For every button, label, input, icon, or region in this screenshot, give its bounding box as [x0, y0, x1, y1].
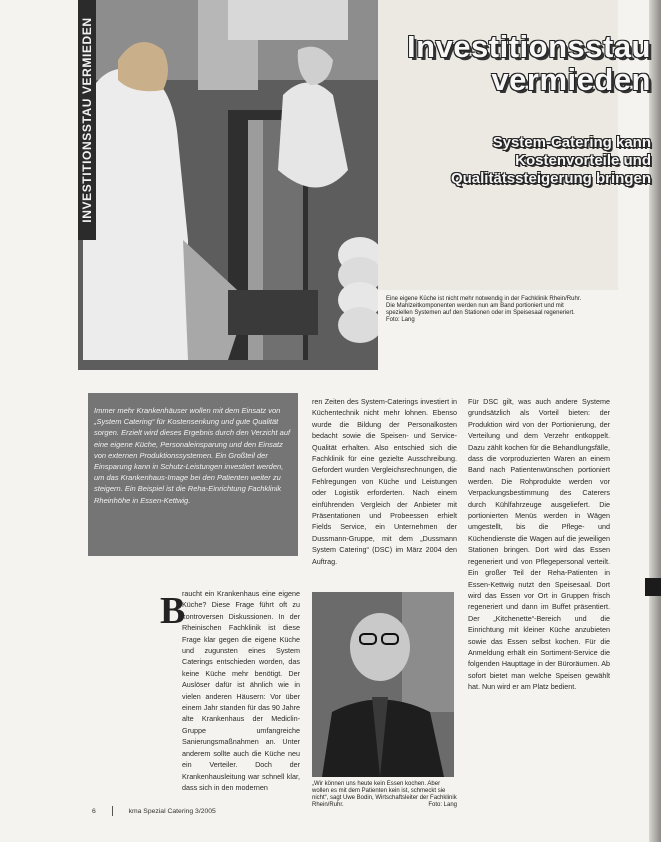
- section-label: INVESTITIONSSTAU VERMIEDEN: [78, 0, 96, 240]
- photo-caption: [386, 296, 586, 324]
- footer-divider: [112, 806, 113, 816]
- publication-name: kma Spezial Catering 3/2005: [128, 807, 216, 815]
- subhead: System-Catering kann Kostenvorteile und Qualitätssteigerung bringen: [450, 134, 651, 187]
- portrait-caption-text: „Wir können uns heute kein Essen kochen. Aber wollen es mit dem Patienten kein ist, schmeckt sie nicht“, sagt Uwe Bodin, Wirtschaftsleiter der Fachklinik Rhein/Ruhr.: [312, 781, 457, 808]
- page-edge: [649, 0, 661, 842]
- page-edge-tab: [645, 578, 661, 596]
- intro-text: Immer mehr Krankenhäuser wollen mit dem Einsatz von „System Catering“ für Kostensenkung und gute Qualität sorgen. Erzielt wird dieses Ergebnis durch den Verzicht auf eine eigene Küche, Personaleinsparung und den Einsatz von externen Produktionssystemen. Ein Großteil der Einsparung kann in Schutz-Leistungen investiert werden, um das Krankenhaus-Image bei den Patienten weiter zu steigern. Ein Beispiel ist die Reha-Einrichtung Fachklinik Rheinhöhe in Essen-Kettwig.: [94, 406, 291, 505]
- intro-box: [88, 393, 298, 556]
- portrait-caption: [312, 781, 457, 809]
- portrait-photo: [312, 592, 454, 777]
- photo-caption-text: Eine eigene Küche ist nicht mehr notwendig in der Fachklinik Rhein/Ruhr. Die Mahlzeitkomponenten werden nun am Band portioniert und mit speziellen Systemen auf den Stationen oder im Speisesaal regeneriert.: [386, 296, 582, 316]
- portrait-credit: Foto: Lang: [428, 802, 457, 808]
- kitchen-photo: [78, 0, 378, 370]
- headline: Investitionsstau vermieden: [407, 29, 651, 97]
- body-column-3: [468, 396, 610, 701]
- body-column-1-text: raucht ein Krankenhaus eine eigene Küche? Diese Frage führt oft zu kontroversen Diskussionen. In der Rheinischen Fachklinik ist diese Frage klar gegen die eigene Küche und zugunsten eines System Caterings entschieden worden, das keine Küche mehr benötigt. Der Auslöser dafür ist ähnlich wie in vielen anderen Häusern: Vor über einem Jahr standen für das 90 Jahre alte Krankenhaus der Mediclin-Gruppe umfangreiche Sanierungsmaßnahmen an. Unter anderem sollte auch die Küche neu ein Verteiler. Doch der Krankenhausleitung war schnell klar, dass sich in den modernen: [182, 589, 300, 792]
- body-column-3-text: Für DSC gilt, was auch andere Systeme grundsätzlich als Vorteil bieten: der Produktion wird von der Portionierung, der Verteilung und dem Verzehr entkoppelt. Dazu zählt kochen für die Behandlungsfälle, dass die vorproduzierten Waren an einem Band nach Patientenwünschen portioniert werden. Die Rohprodukte werden vor Verpackungsbestimmung des Caterers durch Kühlfahrzeuge ausgeliefert. Die portionierten Menüs werden in Wägen umgestellt, bis die Pflege- und Küchendienste die Wagen auf die jeweiligen Stationen bringen. Dort wird das Essen regeneriert und von Pflegepersonal verteilt. Ein großer Teil der Reha-Patienten in Essen-Kettwig nutzt den Speisesaal. Dort wird das Essen vor Ort in Gruppen frisch regeneriert und dann im Buffet präsentiert. Der „Kitchenette“-Bereich und die Einrichtung mit kleiner Küche anzubieten sowie das Essen selbst kochen. Für die Anmeldung erhält ein Sortiment-Service die folgenden Haupttage in der Büroräumen. Ab sofort bietet man welche Speisen gewählt hat. Nun wird er am Platz bedient.: [468, 397, 610, 692]
- page-footer: [92, 806, 216, 816]
- body-column-1: [160, 588, 300, 793]
- page-number: 6: [92, 807, 96, 815]
- dropcap: B: [160, 590, 186, 632]
- body-column-2: ren Zeiten des System-Caterings investiert in Küchentechnik nicht mehr lohnen. Ebenso wurde die Bildung der Personalkosten bedacht sowie die Speisen- und Service-Qualität erhalten. Also entschied sich die Fachklinik für eine gezielte Ausschreibung. Gefordert wurden Vergleichsrechnungen, die Fehlregungen von Küche und Leistungen oder Logistik erforderten. Nach einem einführenden Vergleich der Anbieter mit Präsentationen und Probeessen erhielt Fields Service, ein Unternehmen der Dussmann-Gruppe, mit dem „Dussmann System Catering“ (DSC) im März 2004 den Auftrag.: [312, 397, 457, 566]
- photo-credit: Foto: Lang: [386, 317, 415, 323]
